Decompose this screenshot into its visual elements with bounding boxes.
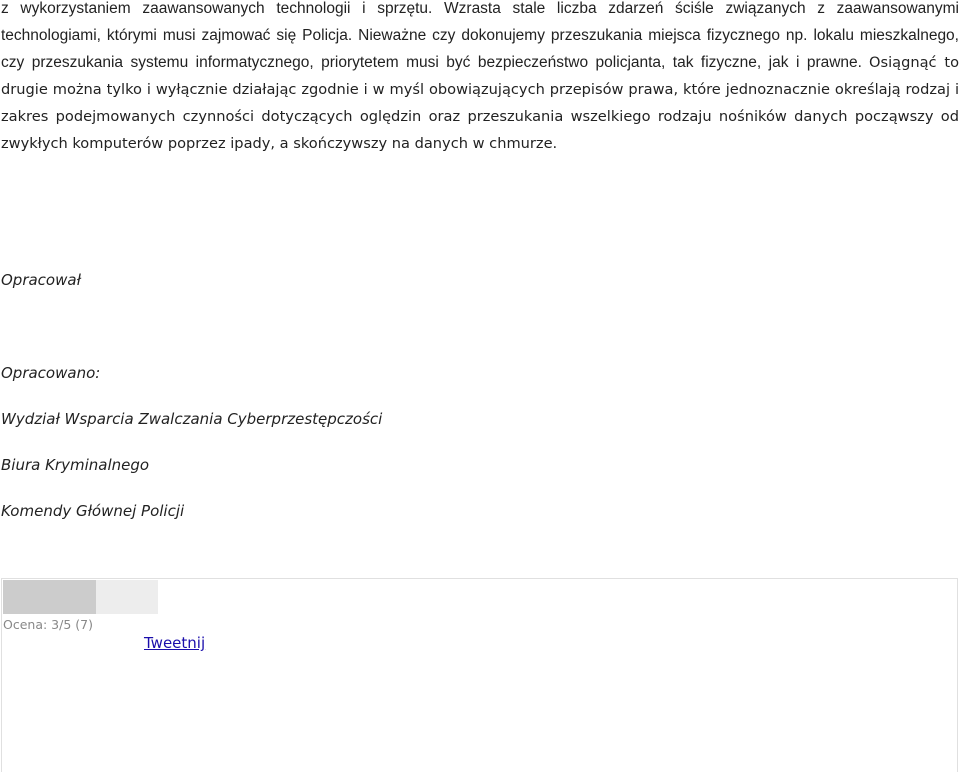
- rating-bar-fill: [3, 580, 96, 614]
- prepared-by-label: Opracował: [1, 271, 81, 289]
- bureau-name: Biura Kryminalnego: [1, 456, 150, 474]
- article-paragraph: [1, 0, 959, 157]
- article-text-dejavu: Osiągnąć to drugie można tylko i wyłącznie działając zgodnie i w myśl obowiązujących przepisów prawa, które jednoznacznie określają rodzaj i zakres podejmowanych czynności dotyczących oględzin oraz przeszukania wszelkiego rodzaju nośników danych począwszy od zwykłych komputerów poprzez ipady, a skończywszy na danych w chmurze.: [1, 54, 960, 152]
- headquarters-name: Komendy Głównej Policji: [1, 502, 185, 520]
- rating-bar[interactable]: [3, 580, 158, 614]
- prepared-label: Opracowano:: [1, 364, 101, 382]
- article-body: [1, 0, 959, 157]
- rating-label: Ocena: 3/5 (7): [3, 617, 93, 632]
- article-text-sans: z wykorzystaniem zaawansowanych technologii i sprzętu. Wzrasta stale liczba zdarzeń ściśle związanych z zaawansowanymi technologiami, którymi musi zajmować się Policja. Nieważne czy dokonujemy przeszukania miejsca fizycznego np. lokalu mieszkalnego, czy przeszukania systemu informatycznego, priorytetem musi być bezpieczeństwo policjanta, tak fizyczne, jak i prawne.: [1, 0, 959, 71]
- tweet-link[interactable]: Tweetnij: [144, 634, 206, 652]
- unit-name: Wydział Wsparcia Zwalczania Cyberprzestępczości: [1, 410, 383, 428]
- rating-widget: [1, 578, 958, 772]
